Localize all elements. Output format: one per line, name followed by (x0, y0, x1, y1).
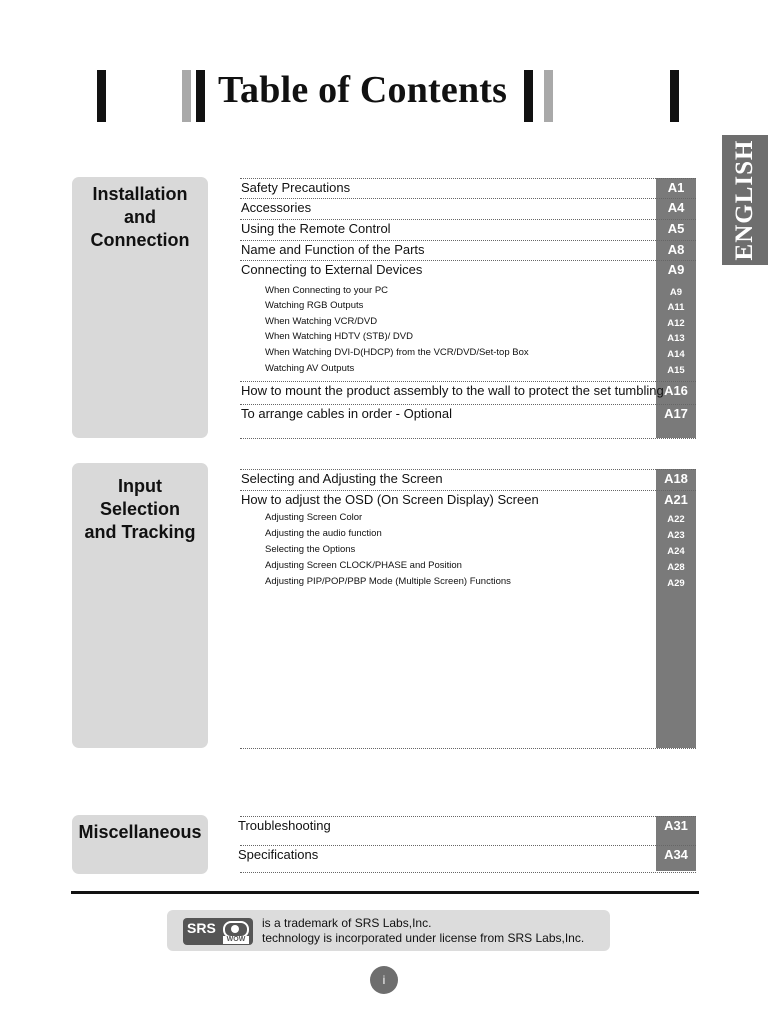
toc-entry-title: Adjusting Screen CLOCK/PHASE and Position (265, 560, 462, 571)
toc-entry-title: Selecting the Options (265, 544, 356, 555)
toc-entry-title: Specifications (238, 847, 319, 862)
srs-line-2: technology is incorporated under license from SRS Labs,Inc. (262, 931, 585, 945)
section-box-misc (72, 815, 208, 874)
toc-entry-page: A28 (667, 562, 685, 573)
toc-entry-page: A22 (667, 514, 685, 525)
toc-entry[interactable] (240, 346, 696, 362)
title-decor-left-bar (97, 70, 106, 122)
toc-entry[interactable] (240, 490, 696, 511)
toc-entry-page: A15 (667, 365, 685, 376)
title-bar (0, 66, 768, 126)
toc-entry-page: A8 (667, 242, 685, 257)
toc-entry-title: Adjusting PIP/POP/PBP Mode (Multiple Screen) Functions (265, 576, 511, 587)
toc-entry-page: A5 (667, 221, 685, 236)
page-title: Table of Contents (218, 69, 508, 111)
toc-entry[interactable] (240, 284, 696, 299)
page-number: i (370, 966, 398, 994)
dotted-separator (240, 438, 696, 439)
toc-entry[interactable] (240, 219, 696, 240)
toc-entry-title: Selecting and Adjusting the Screen (241, 471, 443, 486)
toc-entry-title: When Watching VCR/DVD (265, 316, 378, 327)
toc-entry-title: Connecting to External Devices (241, 262, 423, 277)
toc-entry-page: A29 (667, 578, 685, 589)
toc-entry[interactable] (240, 260, 696, 284)
toc-entry[interactable] (240, 299, 696, 315)
section-label: Input Selection and Tracking (84, 476, 196, 542)
toc-entry[interactable] (240, 559, 696, 575)
footer-rule (71, 891, 699, 894)
toc-entry-page: A11 (667, 302, 685, 313)
title-decor-bar (524, 70, 533, 122)
toc-entry[interactable] (240, 543, 696, 559)
toc-entry-title: When Watching DVI-D(HDCP) from the VCR/DVD/Set-top Box (265, 347, 529, 358)
toc-entry-page: A9 (667, 262, 685, 277)
dotted-separator (240, 748, 696, 749)
toc-entry[interactable] (237, 816, 693, 845)
section-label: Miscellaneous (78, 822, 202, 842)
toc-entry-page: A17 (664, 406, 688, 421)
toc-entry[interactable] (240, 575, 696, 748)
toc-entry-title: How to mount the product assembly to the wall to protect the set tumbling (241, 383, 664, 398)
toc-entry-page: A21 (664, 492, 688, 507)
srs-trademark-text (262, 916, 584, 946)
toc-entry-page: A24 (667, 546, 685, 557)
title-decor-gray-bar (182, 70, 191, 122)
toc-entry-title: Troubleshooting (238, 818, 331, 833)
toc-entry-title: Name and Function of the Parts (241, 242, 425, 257)
toc-entry-page: A31 (664, 818, 688, 833)
dotted-separator (240, 872, 696, 873)
toc-entry-page: A12 (667, 318, 685, 329)
srs-line-1: is a trademark of SRS Labs,Inc. (262, 916, 432, 930)
language-tab-label: ENGLISH (731, 139, 758, 261)
toc-entry-title: Adjusting the audio function (265, 528, 382, 539)
toc-entry-title: To arrange cables in order - Optional (241, 406, 453, 421)
toc-entry[interactable] (240, 330, 696, 346)
srs-wow-logo: SRS WOW (183, 918, 253, 945)
toc-entry[interactable] (240, 404, 696, 438)
toc-entry-title: When Watching HDTV (STB)/ DVD (265, 331, 413, 342)
toc-entry-title: Using the Remote Control (241, 221, 391, 236)
toc-entry[interactable] (240, 362, 696, 381)
toc-entry-page: A18 (664, 471, 688, 486)
toc-entry-page: A1 (667, 180, 685, 195)
section-box-input (72, 463, 208, 748)
toc-entry[interactable] (240, 240, 696, 260)
toc-entry-title: Watching RGB Outputs (265, 300, 364, 311)
toc-entry[interactable] (240, 198, 696, 219)
toc-entry-title: How to adjust the OSD (On Screen Display) Screen (241, 492, 539, 507)
section-label: Installation and Connection (90, 184, 190, 250)
toc-entry[interactable] (240, 178, 696, 198)
language-tab (722, 135, 768, 265)
srs-trademark-bar (167, 910, 610, 951)
title-decor-bar (196, 70, 205, 122)
section-box-installation (72, 177, 208, 438)
toc-entry-page: A4 (667, 200, 685, 215)
toc-entry-title: Safety Precautions (241, 180, 351, 195)
toc-entry-page: A16 (664, 383, 688, 398)
toc-entry[interactable] (240, 381, 696, 404)
toc-entry-title: Accessories (241, 200, 312, 215)
toc-entry-page: A14 (667, 349, 685, 360)
toc-entry-page: A9 (669, 287, 683, 298)
toc-entry-title: Adjusting Screen Color (265, 512, 363, 523)
title-decor-gray-bar (544, 70, 553, 122)
toc-entry[interactable] (240, 469, 696, 490)
toc-entry-page: A23 (667, 530, 685, 541)
toc-entry[interactable] (240, 315, 696, 330)
toc-entry[interactable] (240, 511, 696, 527)
toc-entry-page: A13 (667, 333, 685, 344)
title-decor-right-bar (670, 70, 679, 122)
toc-entry[interactable] (240, 527, 696, 543)
toc-entry-title: Watching AV Outputs (265, 363, 355, 374)
toc-entry-title: When Connecting to your PC (265, 285, 389, 296)
toc-entry[interactable] (237, 845, 693, 872)
toc-entry-page: A34 (664, 847, 688, 862)
